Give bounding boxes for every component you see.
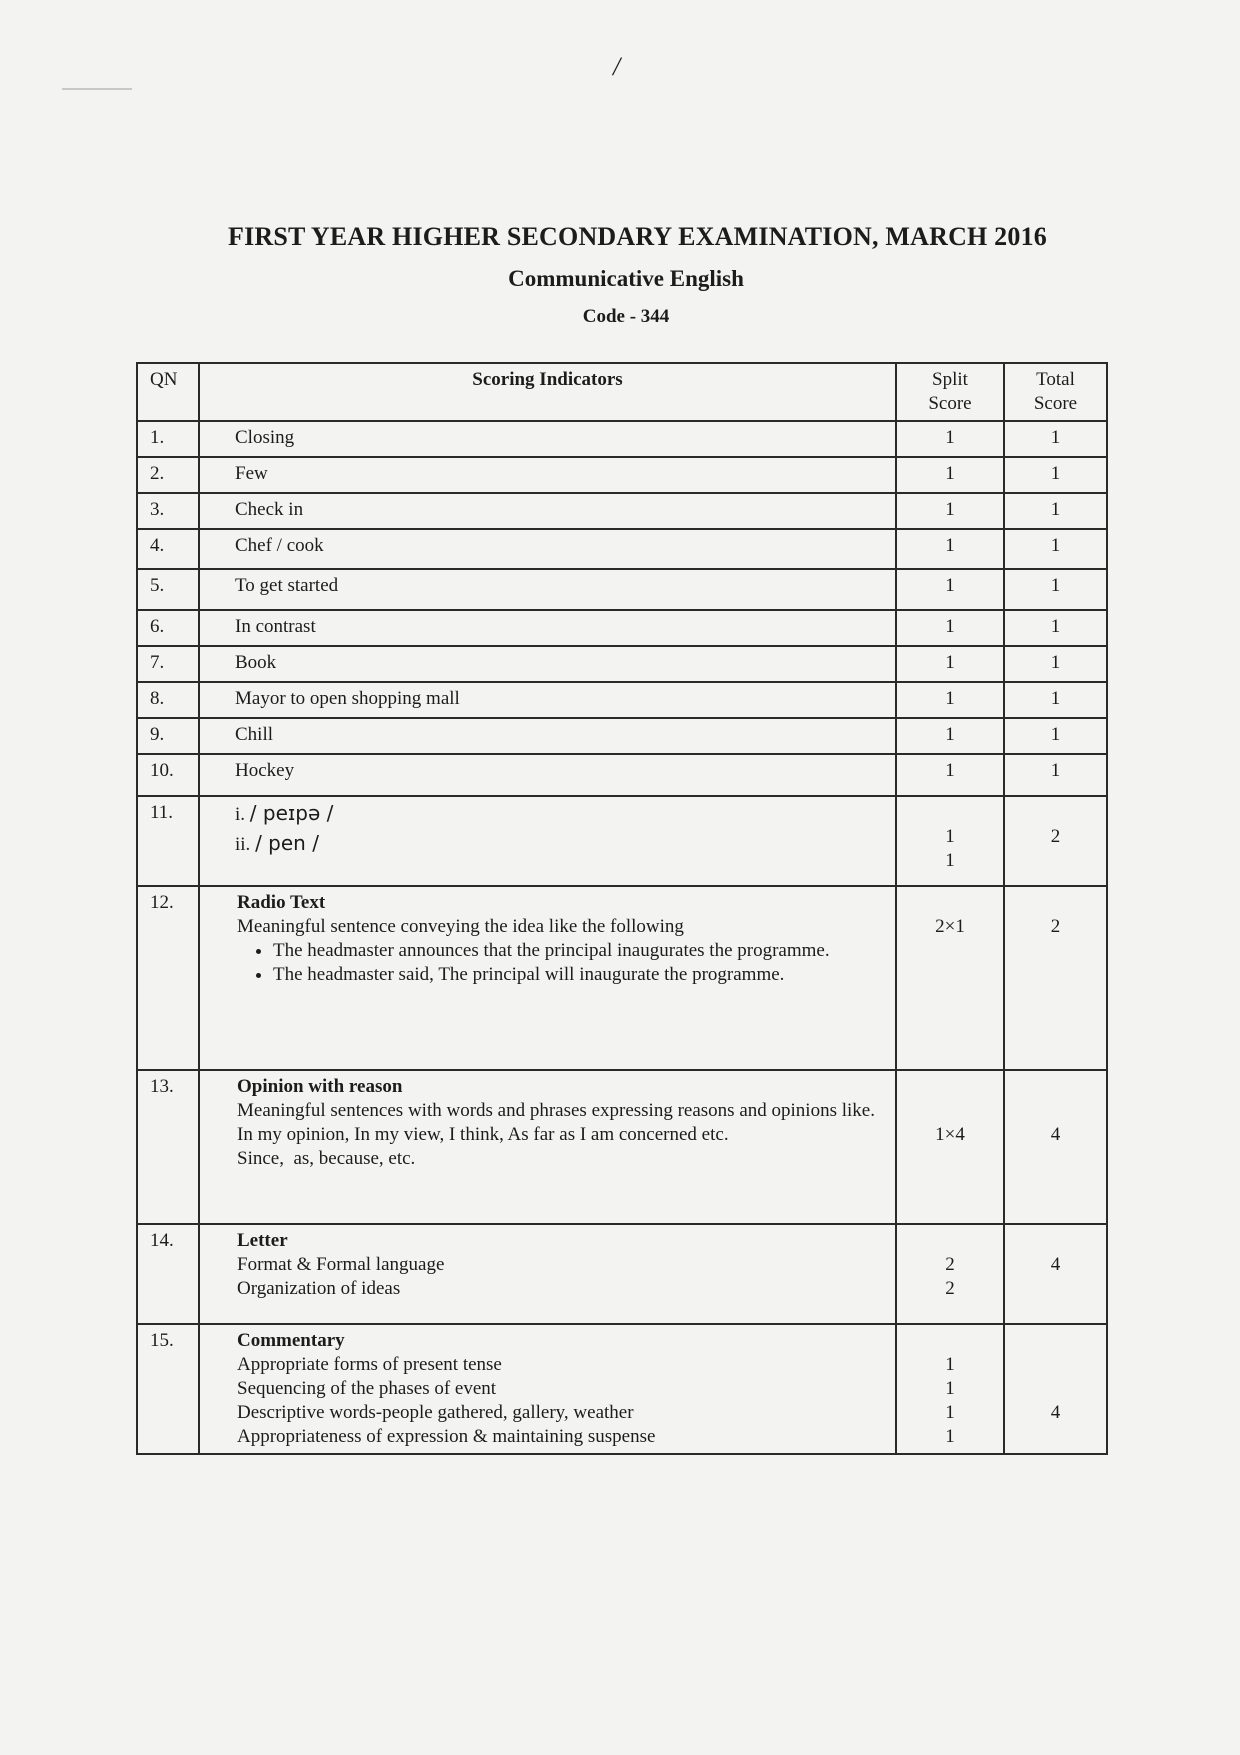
section-heading: Opinion with reason: [237, 1076, 403, 1097]
indicator-cell: Chef / cook: [199, 529, 896, 569]
split-score-cell: 1: [896, 646, 1004, 682]
table-row: [137, 493, 1107, 529]
qn-cell: 12.: [137, 886, 199, 1070]
table-row: [137, 646, 1107, 682]
phonetic-transcription: / peɪpə /: [249, 801, 334, 825]
total-score-cell: 1: [1004, 682, 1107, 718]
indicator-text: Appropriateness of expression & maintaining suspense: [237, 1426, 656, 1447]
subject-title: Communicative English: [508, 266, 744, 291]
indicator-cell: [199, 1224, 896, 1324]
qn-cell: 7.: [137, 646, 199, 682]
table-row-q15: [137, 1324, 1107, 1454]
qn-cell: 13.: [137, 1070, 199, 1224]
qn-cell: 3.: [137, 493, 199, 529]
scoring-table: [136, 362, 1108, 1455]
split-score-cell: 1: [896, 457, 1004, 493]
item-label: i.: [235, 804, 246, 825]
pronunciation-line-1: [235, 801, 887, 827]
header-total-score: [1004, 363, 1107, 421]
split-score-value: 1: [945, 1378, 955, 1399]
split-score-cell: 1: [896, 718, 1004, 754]
indicator-cell: Hockey: [199, 754, 896, 796]
indicator-cell: [199, 1324, 896, 1454]
total-score-cell: 1: [1004, 569, 1107, 610]
total-score-cell: 1: [1004, 421, 1107, 457]
indicator-cell: [199, 1070, 896, 1224]
qn-cell: 5.: [137, 569, 199, 610]
header-scoring-indicators: Scoring Indicators: [199, 363, 896, 421]
split-score-value: 1: [945, 826, 955, 847]
indicator-cell: Book: [199, 646, 896, 682]
list-item: • The headmaster announces that the principal inaugurates the programme.: [273, 939, 887, 963]
pronunciation-line-2: [235, 831, 887, 857]
split-score-value: 1: [945, 850, 955, 871]
indicator-text: Since, as, because, etc.: [237, 1148, 416, 1169]
exam-title: FIRST YEAR HIGHER SECONDARY EXAMINATION, MARCH 2016: [228, 222, 1047, 251]
total-score-cell: 1: [1004, 493, 1107, 529]
table-row: [137, 718, 1107, 754]
indicator-cell: Check in: [199, 493, 896, 529]
page-mark: /: [613, 52, 621, 81]
total-score-cell: 1: [1004, 718, 1107, 754]
qn-cell: 2.: [137, 457, 199, 493]
indicator-text: Descriptive words-people gathered, gallery, weather: [237, 1402, 634, 1423]
table-row: [137, 529, 1107, 569]
header-total-line2: Score: [1033, 393, 1078, 414]
total-score-cell: 2: [1004, 886, 1107, 1070]
table-row-q11: [137, 796, 1107, 886]
scan-speck: [62, 88, 132, 90]
header-split-score: [896, 363, 1004, 421]
split-score-value: 2: [945, 1278, 955, 1299]
table-row-q14: [137, 1224, 1107, 1324]
indicator-cell: Chill: [199, 718, 896, 754]
split-score-cell: [896, 796, 1004, 886]
split-score-cell: 1: [896, 421, 1004, 457]
split-score-value: 1: [945, 1402, 955, 1423]
table-header-row: [137, 363, 1107, 421]
qn-cell: 1.: [137, 421, 199, 457]
split-score-cell: [896, 1324, 1004, 1454]
indicator-cell: Mayor to open shopping mall: [199, 682, 896, 718]
example-list: [237, 939, 887, 987]
total-score-cell: 1: [1004, 754, 1107, 796]
indicator-cell: [199, 886, 896, 1070]
qn-cell: 14.: [137, 1224, 199, 1324]
indicator-text: Sequencing of the phases of event: [237, 1378, 497, 1399]
split-score-value: 2: [945, 1254, 955, 1275]
split-score-value: 1: [945, 1426, 955, 1447]
qn-cell: 6.: [137, 610, 199, 646]
split-score-cell: 1×4: [896, 1070, 1004, 1224]
header-total-line1: Total: [1036, 369, 1075, 390]
split-score-cell: 1: [896, 682, 1004, 718]
split-score-cell: 1: [896, 493, 1004, 529]
section-heading: Commentary: [237, 1330, 345, 1351]
split-score-cell: 2×1: [896, 886, 1004, 1070]
item-label: ii.: [235, 834, 251, 855]
indicator-cell: [199, 796, 896, 886]
table-row: [137, 421, 1107, 457]
indicator-cell: In contrast: [199, 610, 896, 646]
split-score-value: 1: [945, 1354, 955, 1375]
table-row: [137, 682, 1107, 718]
indicator-text: Format & Formal language: [237, 1254, 445, 1275]
indicator-cell: Closing: [199, 421, 896, 457]
total-score-cell: 4: [1004, 1324, 1107, 1454]
indicator-text: Organization of ideas: [237, 1278, 401, 1299]
indicator-cell: Few: [199, 457, 896, 493]
subject-code: Code - 344: [582, 306, 670, 327]
total-score-cell: 4: [1004, 1224, 1107, 1324]
qn-cell: 9.: [137, 718, 199, 754]
header-split-line2: Score: [928, 393, 972, 414]
indicator-text: Appropriate forms of present tense: [237, 1354, 502, 1375]
split-score-cell: 1: [896, 754, 1004, 796]
table-row: [137, 754, 1107, 796]
table-row-q13: [137, 1070, 1107, 1224]
list-item: • The headmaster said, The principal will inaugurate the programme.: [273, 963, 887, 987]
split-score-cell: 1: [896, 569, 1004, 610]
qn-cell: 11.: [137, 796, 199, 886]
table-row-q12: [137, 886, 1107, 1070]
split-score-cell: [896, 1224, 1004, 1324]
qn-cell: 8.: [137, 682, 199, 718]
qn-cell: 4.: [137, 529, 199, 569]
indicator-text: In my opinion, In my view, I think, As far as I am concerned etc.: [237, 1124, 729, 1145]
table-row: [137, 610, 1107, 646]
total-score-cell: 1: [1004, 529, 1107, 569]
split-score-cell: 1: [896, 610, 1004, 646]
table-row: [137, 457, 1107, 493]
phonetic-transcription: / pen /: [255, 831, 319, 855]
section-heading: Radio Text: [237, 892, 326, 913]
header-qn: QN: [137, 363, 199, 421]
document-header: [0, 222, 1240, 328]
qn-cell: 10.: [137, 754, 199, 796]
indicator-text: Meaningful sentence conveying the idea like the following: [237, 916, 684, 937]
total-score-cell: 4: [1004, 1070, 1107, 1224]
header-split-line1: Split: [932, 369, 968, 390]
total-score-cell: 1: [1004, 610, 1107, 646]
split-score-cell: 1: [896, 529, 1004, 569]
total-score-cell: 1: [1004, 646, 1107, 682]
table-row: [137, 569, 1107, 610]
total-score-cell: 1: [1004, 457, 1107, 493]
indicator-cell: To get started: [199, 569, 896, 610]
qn-cell: 15.: [137, 1324, 199, 1454]
total-score-cell: 2: [1004, 796, 1107, 886]
section-heading: Letter: [237, 1230, 288, 1251]
indicator-text: Meaningful sentences with words and phrases expressing reasons and opinions like.: [237, 1100, 875, 1121]
